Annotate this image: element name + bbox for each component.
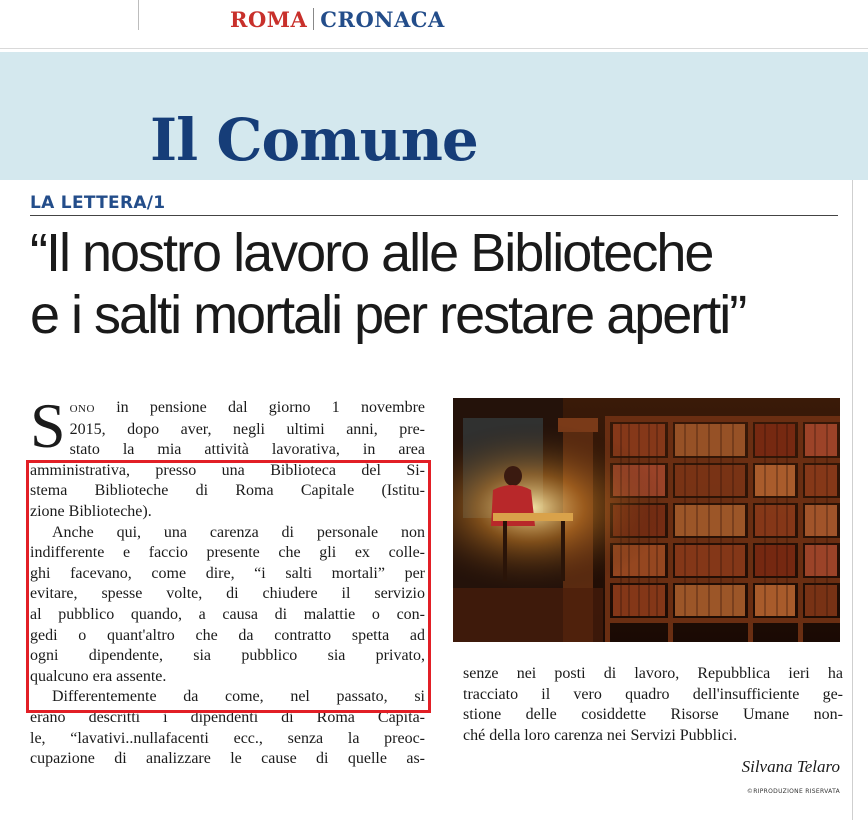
body-line: ogni dipendente, sia pubblico sia privato,	[30, 647, 425, 665]
body-line: qualcuno era assente.	[30, 667, 167, 685]
body-line: stato la mia attività lavorativa, in area	[69, 441, 425, 459]
column-rule	[852, 180, 853, 820]
body-line: Anche qui, una carenza di personale non	[52, 523, 425, 541]
body-line	[30, 398, 425, 420]
body-line: tracciato il vero quadro dell'insufficiente ge-	[463, 685, 843, 703]
body-line: le, “lavativi..nullafacenti ecc., senza la preoc-	[30, 729, 425, 747]
top-divider	[138, 0, 139, 30]
drop-cap: S	[30, 390, 66, 461]
article-headline	[30, 222, 840, 346]
body-line: indifferente e faccio presente che gli ex colle-	[30, 544, 425, 562]
body-line: Differentemente da come, nel passato, si	[52, 688, 425, 706]
article-kicker: LA LETTERA/1	[30, 193, 166, 213]
body-line: stema Biblioteche di Roma Capitale (Istitu-	[30, 482, 425, 500]
headline-line: “Il nostro lavoro alle Biblioteche	[30, 223, 713, 283]
top-strip	[0, 0, 868, 49]
highlight-box	[26, 460, 431, 713]
article-body-column-2	[463, 664, 843, 746]
body-line: al pubblico quando, a causa di malattie o con-	[30, 605, 425, 623]
body-line: amministrativa, presso una Biblioteca del Si-	[30, 461, 425, 479]
body-line-text: in pensione dal giorno 1 novembre	[116, 399, 426, 416]
body-line: senze nei posti di lavoro, Repubblica ieri ha	[463, 665, 843, 682]
body-line: evitare, spesse volte, di chiudere il servizio	[30, 585, 425, 603]
library-photo	[453, 398, 840, 642]
section-city: ROMA	[230, 7, 308, 32]
body-line: stione delle cosiddette Risorse Umane non-	[463, 706, 843, 724]
section-separator	[313, 8, 314, 30]
section-label	[230, 7, 445, 32]
smallcaps-lead: ONO	[69, 403, 95, 415]
article-signature: Silvana Telaro	[741, 757, 840, 776]
body-line: 2015, dopo aver, negli ultimi anni, pre-	[69, 420, 425, 438]
body-line: ghi facevano, come dire, “i salti mortali” per	[30, 564, 425, 582]
body-line: erano descritti i dipendenti di Roma Capita-	[30, 708, 425, 726]
headline-line: e i salti mortali per restare aperti”	[30, 285, 746, 345]
body-line: cupazione di analizzare le cause di quelle as-	[30, 750, 425, 768]
body-line: ché della loro carenza nei Servizi Pubblici.	[463, 726, 738, 744]
body-line: zione Biblioteche).	[30, 502, 152, 520]
page-title: Il Comune	[150, 106, 478, 174]
body-line: gedi o quant'altro che da contratto spetta ad	[30, 626, 425, 644]
copyright-notice: ©RIPRODUZIONE RISERVATA	[746, 788, 840, 795]
section-name: CRONACA	[320, 7, 445, 32]
kicker-rule	[30, 215, 838, 216]
